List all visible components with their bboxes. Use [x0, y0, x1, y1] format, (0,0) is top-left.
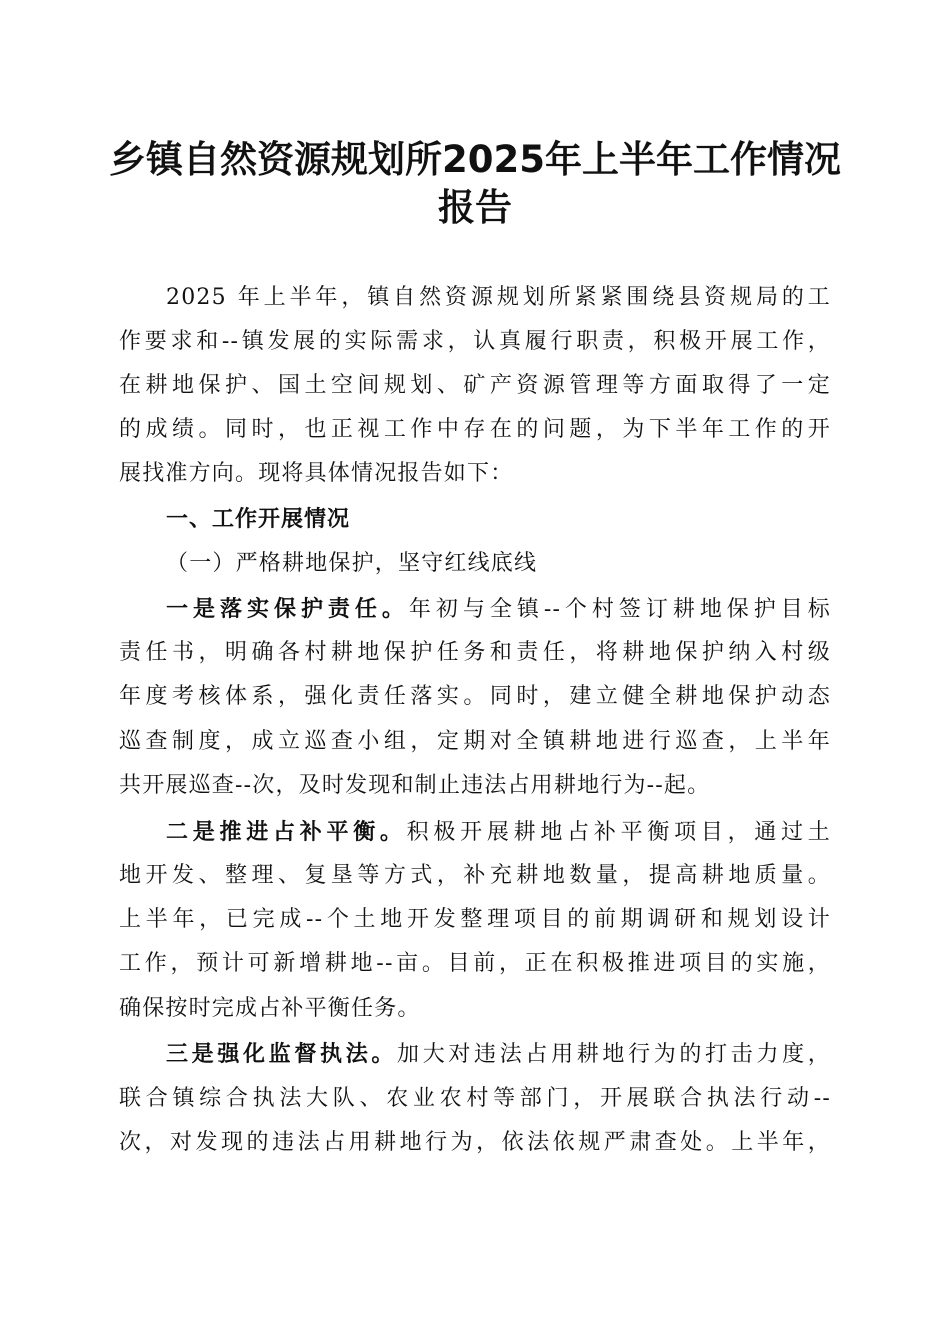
intro-line-1: 2025 年上半年，镇自然资源规划所紧紧围绕县资规局的工	[166, 285, 831, 310]
intro-line-4: 的成绩。同时，也正视工作中存在的问题，为下半年工作的开	[119, 417, 831, 442]
subsection-heading-1: （一）严格耕地保护，坚守红线底线	[166, 551, 538, 576]
intro-line-2: 作要求和--镇发展的实际需求，认真履行职责，积极开展工作，	[119, 329, 831, 354]
p3-line-1	[166, 1039, 831, 1070]
p3-line-3: 次，对发现的违法占用耕地行为，依法依规严肃查处。上半年，	[119, 1130, 831, 1155]
p2-line-2: 地开发、整理、复垦等方式，补充耕地数量，提高耕地质量。	[119, 863, 831, 888]
document-title-line-1: 乡镇自然资源规划所2025年上半年工作情况	[109, 138, 841, 181]
p3-line-1-rest: 加大对违法占用耕地行为的打击力度，	[397, 1042, 831, 1067]
p1-lead: 一是落实保护责任。	[166, 596, 409, 622]
p2-line-1-rest: 积极开展耕地占补平衡项目，通过土	[406, 820, 831, 845]
p1-line-4: 巡查制度，成立巡查小组，定期对全镇耕地进行巡查，上半年	[119, 729, 831, 754]
intro-line-5: 展找准方向。现将具体情况报告如下：	[119, 461, 514, 486]
p2-line-4: 工作，预计可新增耕地--亩。目前，正在积极推进项目的实施，	[119, 951, 831, 976]
document-title-line-2: 报告	[438, 186, 512, 229]
p1-line-1-rest: 年初与全镇--个村签订耕地保护目标	[408, 597, 831, 622]
section-heading-1: 一、工作开展情况	[166, 507, 351, 532]
p1-line-5: 共开展巡查--次，及时发现和制止违法占用耕地行为--起。	[119, 773, 711, 798]
p2-line-5: 确保按时完成占补平衡任务。	[119, 996, 421, 1021]
p2-line-1	[166, 817, 831, 848]
p1-line-3: 年度考核体系，强化责任落实。同时，建立健全耕地保护动态	[119, 684, 831, 709]
p1-line-1	[166, 594, 831, 625]
p2-lead: 二是推进占补平衡。	[166, 819, 407, 845]
intro-line-3: 在耕地保护、国土空间规划、矿产资源管理等方面取得了一定	[119, 373, 831, 398]
p2-line-3: 上半年，已完成--个土地开发整理项目的前期调研和规划设计	[119, 907, 831, 932]
p1-line-2: 责任书，明确各村耕地保护任务和责任，将耕地保护纳入村级	[119, 640, 831, 665]
p3-line-2: 联合镇综合执法大队、农业农村等部门，开展联合执法行动--	[119, 1086, 831, 1111]
p3-lead: 三是强化监督执法。	[166, 1041, 398, 1067]
